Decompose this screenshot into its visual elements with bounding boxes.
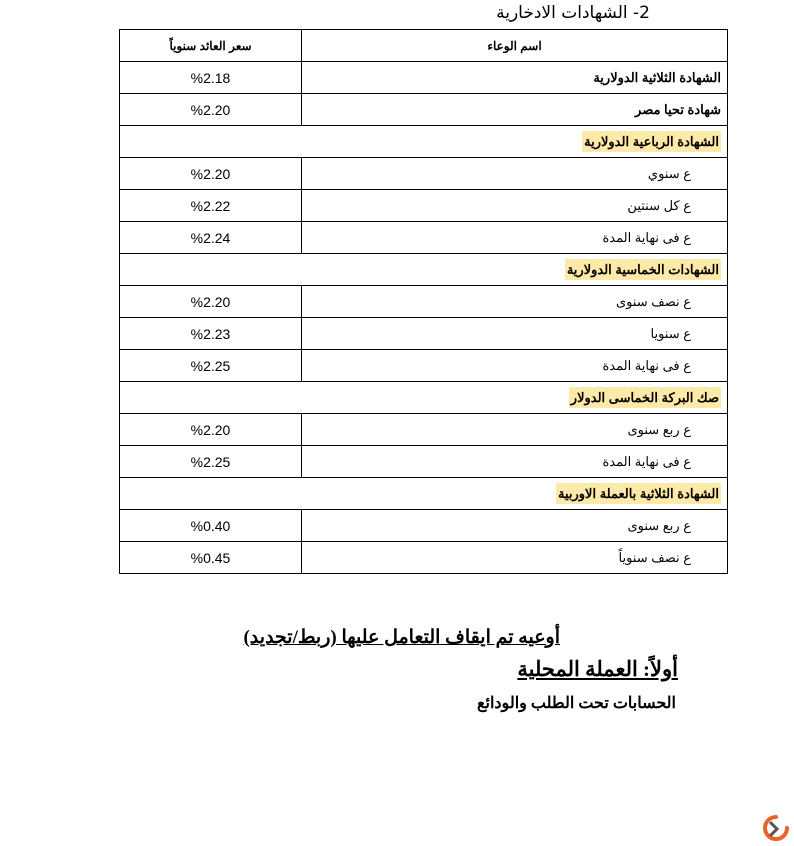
row-name: الشهادة الثلاثية الدولارية xyxy=(302,62,728,94)
group-row xyxy=(120,126,728,158)
group-title: الشهادة الثلاثية بالعملة الاوربية xyxy=(556,483,721,504)
local-currency-heading: أولاً: العملة المحلية xyxy=(517,657,678,681)
row-rate: %2.18 xyxy=(120,62,302,94)
row-rate: %0.45 xyxy=(120,542,302,574)
row-rate: %2.25 xyxy=(120,446,302,478)
group-title: الشهادات الخماسية الدولارية xyxy=(565,259,721,280)
row-rate: %2.20 xyxy=(120,286,302,318)
row-rate: %2.22 xyxy=(120,190,302,222)
table-row xyxy=(120,510,728,542)
row-name: ع سنويا xyxy=(302,318,728,350)
row-rate: %2.23 xyxy=(120,318,302,350)
row-name: ع كل سنتين xyxy=(302,190,728,222)
group-row xyxy=(120,254,728,286)
table-row xyxy=(120,222,728,254)
table-row xyxy=(120,318,728,350)
row-name: ع فى نهاية المدة xyxy=(302,446,728,478)
table-row xyxy=(120,350,728,382)
row-name: ع نصف سنوياً xyxy=(302,542,728,574)
row-rate: %2.25 xyxy=(120,350,302,382)
table-row xyxy=(120,158,728,190)
table-row xyxy=(120,414,728,446)
row-name: ع نصف سنوى xyxy=(302,286,728,318)
section-title: 2- الشهادات الادخارية xyxy=(496,3,650,23)
row-rate: %2.20 xyxy=(120,414,302,446)
row-name: ع فى نهاية المدة xyxy=(302,350,728,382)
header-rate: سعر العائد سنوياً xyxy=(120,30,302,62)
table-row xyxy=(120,286,728,318)
row-name: ع فى نهاية المدة xyxy=(302,222,728,254)
table-row xyxy=(120,62,728,94)
group-title: الشهادة الرباعية الدولارية xyxy=(582,131,721,152)
table-row xyxy=(120,94,728,126)
row-rate: %2.20 xyxy=(120,94,302,126)
row-name: شهادة تحيا مصر xyxy=(302,94,728,126)
stopped-products-heading: أوعيه تم ايقاف التعامل عليها (ربط/تجديد) xyxy=(243,627,560,648)
group-row xyxy=(120,382,728,414)
row-name: ع ربع سنوى xyxy=(302,414,728,446)
group-title: صك البركة الخماسى الدولار xyxy=(569,387,721,408)
row-name: ع سنوي xyxy=(302,158,728,190)
brand-logo-icon xyxy=(762,814,790,842)
table-header-row xyxy=(120,30,728,62)
table-row xyxy=(120,190,728,222)
row-rate: %0.40 xyxy=(120,510,302,542)
row-name: ع ربع سنوى xyxy=(302,510,728,542)
header-name: اسم الوعاء xyxy=(302,30,728,62)
table-row xyxy=(120,446,728,478)
row-rate: %2.24 xyxy=(120,222,302,254)
accounts-heading: الحسابات تحت الطلب والودائع xyxy=(477,695,676,712)
rates-table xyxy=(119,29,728,574)
group-row xyxy=(120,478,728,510)
row-rate: %2.20 xyxy=(120,158,302,190)
table-row xyxy=(120,542,728,574)
